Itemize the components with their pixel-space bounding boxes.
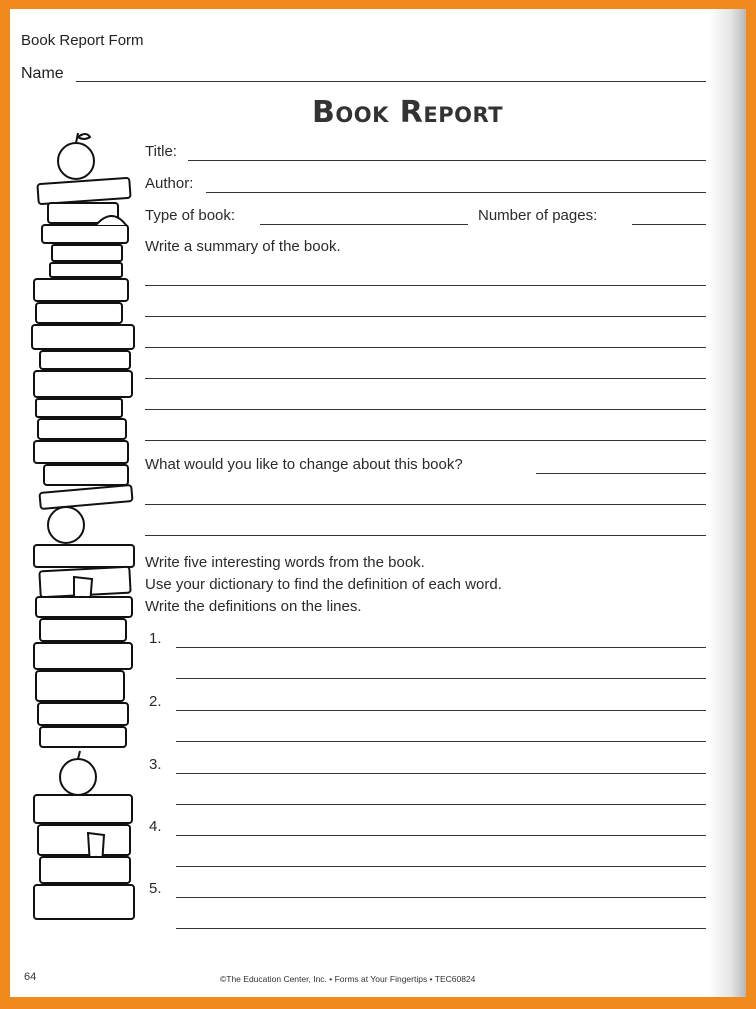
summary-line[interactable]	[145, 378, 706, 379]
summary-line[interactable]	[145, 347, 706, 348]
worksheet-page	[10, 9, 746, 997]
author-line[interactable]	[206, 192, 706, 193]
summary-line[interactable]	[145, 316, 706, 317]
page-heading: Book Report	[312, 95, 504, 130]
summary-prompt: Write a summary of the book.	[145, 238, 341, 255]
definition-line[interactable]	[176, 928, 706, 929]
word-line[interactable]	[176, 710, 706, 711]
pages-label: Number of pages:	[478, 207, 598, 224]
words-instruction: Write the definitions on the lines.	[145, 598, 362, 615]
pages-line[interactable]	[632, 224, 706, 225]
summary-line[interactable]	[145, 440, 706, 441]
change-prompt: What would you like to change about this book?	[145, 456, 463, 473]
footer-credit: ©The Education Center, Inc. • Forms at Your Fingertips • TEC60824	[220, 974, 476, 984]
word-number: 2.	[149, 693, 162, 710]
book-stack-illustration	[20, 127, 145, 927]
page-fold-shadow	[708, 9, 746, 997]
title-line[interactable]	[188, 160, 706, 161]
definition-line[interactable]	[176, 866, 706, 867]
summary-line[interactable]	[145, 285, 706, 286]
name-label: Name	[21, 65, 64, 82]
word-number: 4.	[149, 818, 162, 835]
page-number: 64	[24, 971, 37, 983]
type-line[interactable]	[260, 224, 468, 225]
word-number: 5.	[149, 880, 162, 897]
summary-line[interactable]	[145, 409, 706, 410]
word-line[interactable]	[176, 897, 706, 898]
definition-line[interactable]	[176, 804, 706, 805]
words-instruction: Use your dictionary to find the definition of each word.	[145, 576, 502, 593]
change-line[interactable]	[145, 535, 706, 536]
word-line[interactable]	[176, 647, 706, 648]
word-number: 1.	[149, 630, 162, 647]
definition-line[interactable]	[176, 678, 706, 679]
definition-line[interactable]	[176, 741, 706, 742]
words-instruction: Write five interesting words from the book.	[145, 554, 425, 571]
change-line[interactable]	[536, 473, 706, 474]
change-line[interactable]	[145, 504, 706, 505]
type-label: Type of book:	[145, 207, 236, 224]
form-title: Book Report Form	[21, 32, 144, 49]
word-number: 3.	[149, 756, 162, 773]
author-label: Author:	[145, 175, 194, 192]
word-line[interactable]	[176, 773, 706, 774]
title-label: Title:	[145, 143, 177, 160]
name-line[interactable]	[76, 81, 706, 82]
word-line[interactable]	[176, 835, 706, 836]
